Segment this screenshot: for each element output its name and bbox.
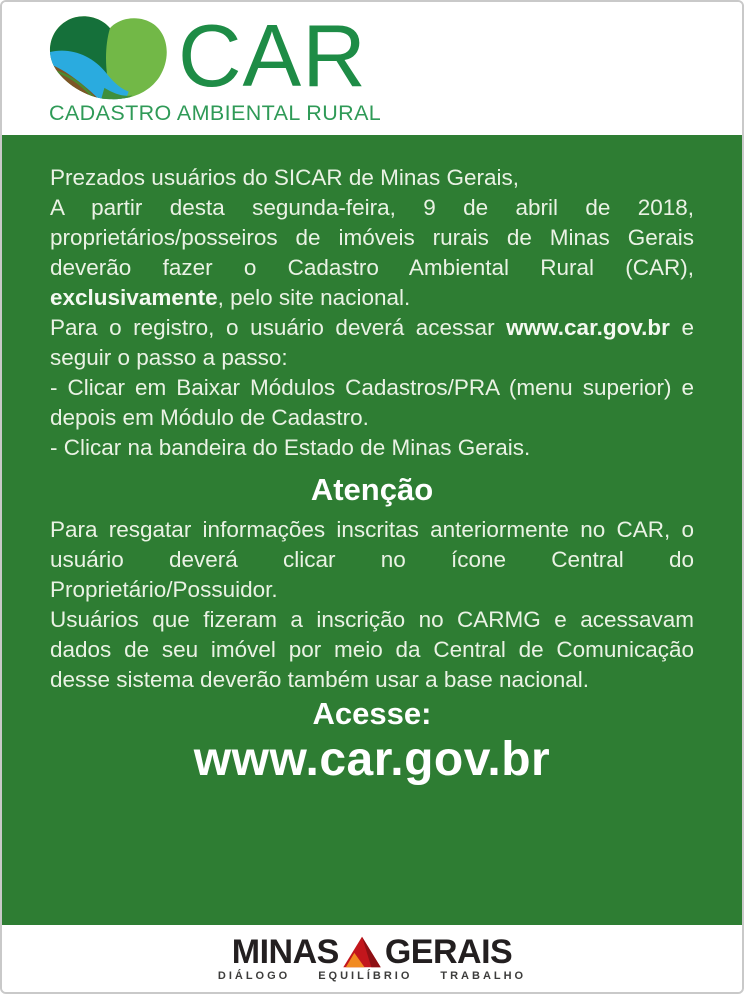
car-logo-acronym: CAR [178,6,367,105]
footer-tagline [218,970,526,982]
intro-text-before: A partir desta segunda-feira, 9 de abril de 2018, proprietários/posseiros de imóveis rurais de Minas Gerais deverão fazer o Cadastro Ambiental Rural (CAR), [50,195,694,280]
greeting-line: Prezados usuários do SICAR de Minas Gerais, [50,165,519,190]
intro-bold-exclusivamente: exclusivamente [50,285,218,310]
paragraph-intro [50,193,694,313]
access-url-link[interactable]: www.car.gov.br [193,733,551,786]
attention-heading: Atenção [310,472,434,507]
tagline-word-dialogo: DIÁLOGO [217,970,291,982]
minas-gerais-logo [232,935,512,969]
car-leaf-landscape-icon [46,15,174,101]
paragraph-carmg-note: Usuários que fizeram a inscrição no CARMG e acessavam dados de seu imóvel por meio da Central de Comunicação desse sistema deverão também usar a base nacional. [50,607,694,692]
access-label: Acesse: [312,696,432,731]
footer [2,925,742,992]
announcement-body [2,135,742,925]
header [2,2,742,135]
paragraph-attention: Para resgatar informações inscritas anteriormente no CAR, o usuário deverá clicar no ícone Central do Proprietário/Possuidor. [50,517,694,602]
minas-gerais-triangle-icon [342,935,382,969]
register-text-before: Para o registro, o usuário deverá acessar [50,315,507,340]
tagline-word-trabalho: TRABALHO [440,970,527,982]
step-item-click-flag: - Clicar na bandeira do Estado de Minas Gerais. [50,435,531,460]
brand-word-gerais: GERAIS [384,933,513,971]
register-url-link[interactable]: www.car.gov.br [506,315,670,340]
step-item-download-module: - Clicar em Baixar Módulos Cadastros/PRA (menu superior) e depois em Módulo de Cadastro. [50,375,694,430]
intro-text-after: , pelo site nacional. [217,285,411,310]
register-text-after: e seguir o passo a passo: [50,315,694,370]
car-logo-subtitle: CADASTRO AMBIENTAL RURAL [49,101,382,125]
paragraph-register [50,313,694,373]
tagline-word-equilibrio: EQUILÍBRIO [318,970,413,982]
steps-list [50,373,694,463]
brand-word-minas: MINAS [231,933,339,971]
